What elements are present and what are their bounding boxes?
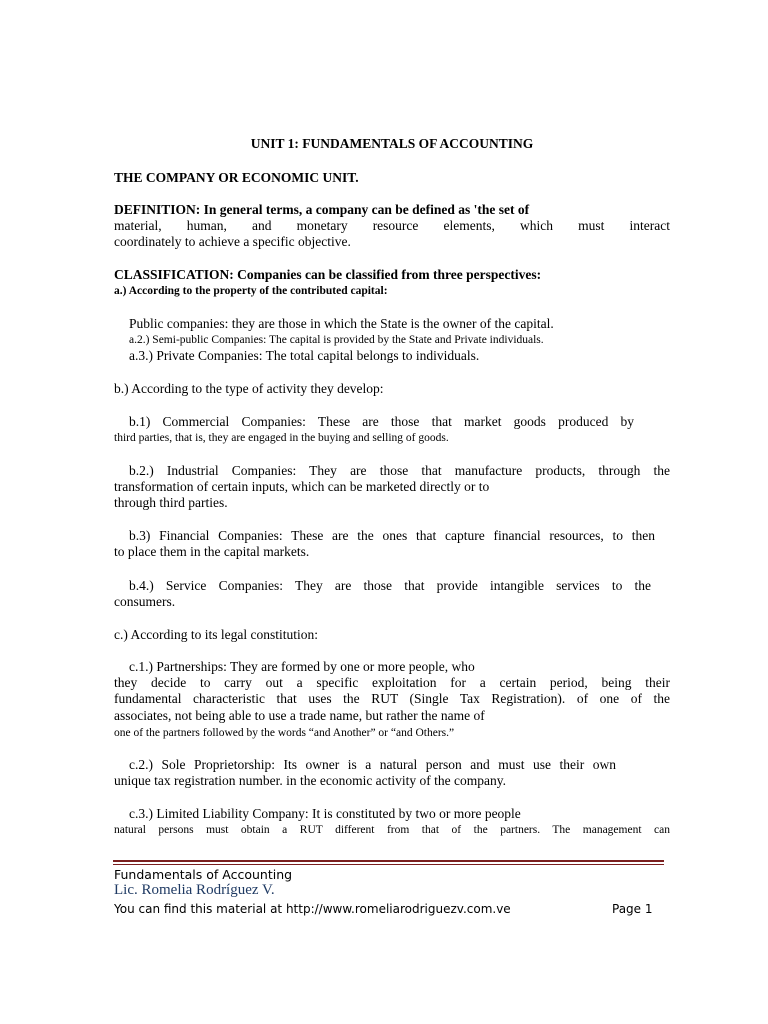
section-heading: THE COMPANY OR ECONOMIC UNIT. — [114, 170, 359, 185]
b1-line-1: b.1) Commercial Companies: These are those that market goods produced by — [129, 414, 634, 429]
c1-line-3: fundamental characteristic that uses the RUT (Single Tax Registration). of one of the — [114, 691, 670, 706]
c3-line-2: natural persons must obtain a RUT different from that of the partners. The management can — [114, 824, 670, 836]
footer-author: Lic. Romelia Rodríguez V. — [114, 882, 275, 898]
c3-line-1: c.3.) Limited Liability Company: It is constituted by two or more people — [129, 806, 521, 821]
b2-line-2: transformation of certain inputs, which can be marketed directly or to — [114, 479, 490, 494]
definition-line-3: coordinately to achieve a specific objective. — [114, 234, 351, 249]
footer-rule-thin — [113, 864, 664, 865]
b4-line-2: consumers. — [114, 594, 176, 609]
b2-line-3: through third parties. — [114, 495, 228, 510]
b3-line-2: to place them in the capital markets. — [114, 544, 310, 559]
c2-line-1: c.2.) Sole Proprietorship: Its owner is a natural person and must use their own — [129, 757, 616, 772]
a2-semi-public-companies: a.2.) Semi-public Companies: The capital is provided by the State and Private individuals. — [129, 334, 544, 346]
definition-line-1: DEFINITION: In general terms, a company can be defined as 'the set of — [114, 202, 530, 217]
definition-line-2: material, human, and monetary resource elements, which must interact — [114, 218, 670, 233]
b1-line-2: third parties, that is, they are engaged in the buying and selling of goods. — [114, 432, 449, 444]
footer-course-name: Fundamentals of Accounting — [114, 867, 293, 882]
page-title: UNIT 1: FUNDAMENTALS OF ACCOUNTING — [250, 136, 534, 151]
a3-private-companies: a.3.) Private Companies: The total capital belongs to individuals. — [129, 348, 480, 363]
b4-line-1: b.4.) Service Companies: They are those that provide intangible services to the — [129, 578, 651, 593]
classification-a-heading: a.) According to the property of the contributed capital: — [114, 285, 388, 297]
b3-line-1: b.3) Financial Companies: These are the ones that capture financial resources, to then — [129, 528, 655, 543]
c2-line-2: unique tax registration number. in the economic activity of the company. — [114, 773, 507, 788]
footer-page-number: Page 1 — [612, 902, 653, 916]
c1-line-2: they decide to carry out a specific exploitation for a certain period, being their — [114, 675, 670, 690]
b-heading: b.) According to the type of activity they develop: — [114, 381, 384, 396]
footer-source-link[interactable]: You can find this material at http://www.romeliarodriguezv.com.ve — [114, 902, 511, 916]
footer-rule-thick — [113, 860, 664, 862]
b2-line-1: b.2.) Industrial Companies: They are those that manufacture products, through the — [129, 463, 670, 478]
a1-public-companies: Public companies: they are those in which the State is the owner of the capital. — [129, 316, 554, 331]
classification-line: CLASSIFICATION: Companies can be classified from three perspectives: — [114, 267, 542, 282]
c1-line-5: one of the partners followed by the words “and Another” or “and Others.” — [114, 727, 455, 739]
c-heading: c.) According to its legal constitution: — [114, 627, 318, 642]
c1-line-1: c.1.) Partnerships: They are formed by one or more people, who — [129, 659, 475, 674]
c1-line-4: associates, not being able to use a trade name, but rather the name of — [114, 708, 485, 723]
